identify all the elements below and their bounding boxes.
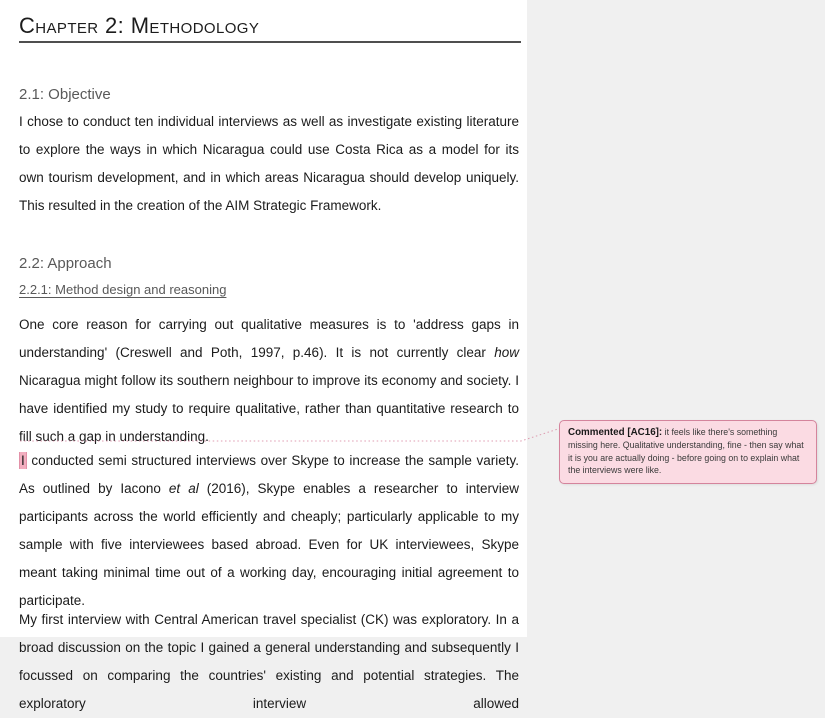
chapter-heading: Chapter 2: Methodology <box>19 13 260 38</box>
section-heading-objective: 2.1: Objective <box>19 86 111 103</box>
paragraph-first-interview: My first interview with Central American travel specialist (CK) was exploratory. In a broad discussion on the topic I gained a general understanding and subsequently I focussed on comparing the countries' existing and potential strategies. The exploratory interview allowed <box>19 612 519 711</box>
subsection-heading-method-design: 2.2.1: Method design and reasoning <box>19 282 227 297</box>
paragraph-text: conducted semi structured interviews over Skype to increase the sample variety. As outlined by Iacono <box>19 453 519 496</box>
paragraph-text: (2016), Skype enables a researcher to interview participants across the world efficiently and cheaply; particularly applicable to my sample with five interviewees based abroad. Even for UK interviewees, Skype meant taking minimal time out of a working day, encouraging initial agreement to participate. <box>19 481 519 608</box>
paragraph-text: Nicaragua might follow its southern neighbour to improve its economy and society. I have identified my study to require qualitative, rather than quantitative research to fill such a gap in understanding. <box>19 373 519 444</box>
comment-anchor-highlight[interactable]: I <box>21 453 25 468</box>
comment-card[interactable] <box>559 420 817 484</box>
paragraph-method-reasoning <box>19 311 519 451</box>
paragraph-objective: I chose to conduct ten individual interviews as well as investigate existing literature to explore the ways in which Nicaragua could use Costa Rica as a model for its own tourism development, and in which areas Nicaragua should develop uniquely. This resulted in the creation of the AIM Strategic Framework. <box>19 114 519 213</box>
comment-author-label: Commented [AC16]: <box>568 427 663 438</box>
italic-word: et al <box>168 481 199 496</box>
paragraph-text: One core reason for carrying out qualitative measures is to 'address gaps in understanding' (Creswell and Poth, 1997, p.46). It is not currently clear <box>19 317 519 360</box>
paragraph-skype-interviews <box>19 447 519 615</box>
document-content <box>0 14 527 718</box>
section-heading-approach: 2.2: Approach <box>19 255 112 272</box>
comment-text: it feels like there's something missing here. Qualitative understanding, fine - then say what it is you are actually doing - before going on to explain what the interviews were like. <box>568 427 804 476</box>
italic-word: how <box>494 345 519 360</box>
heading-rule <box>19 41 521 43</box>
